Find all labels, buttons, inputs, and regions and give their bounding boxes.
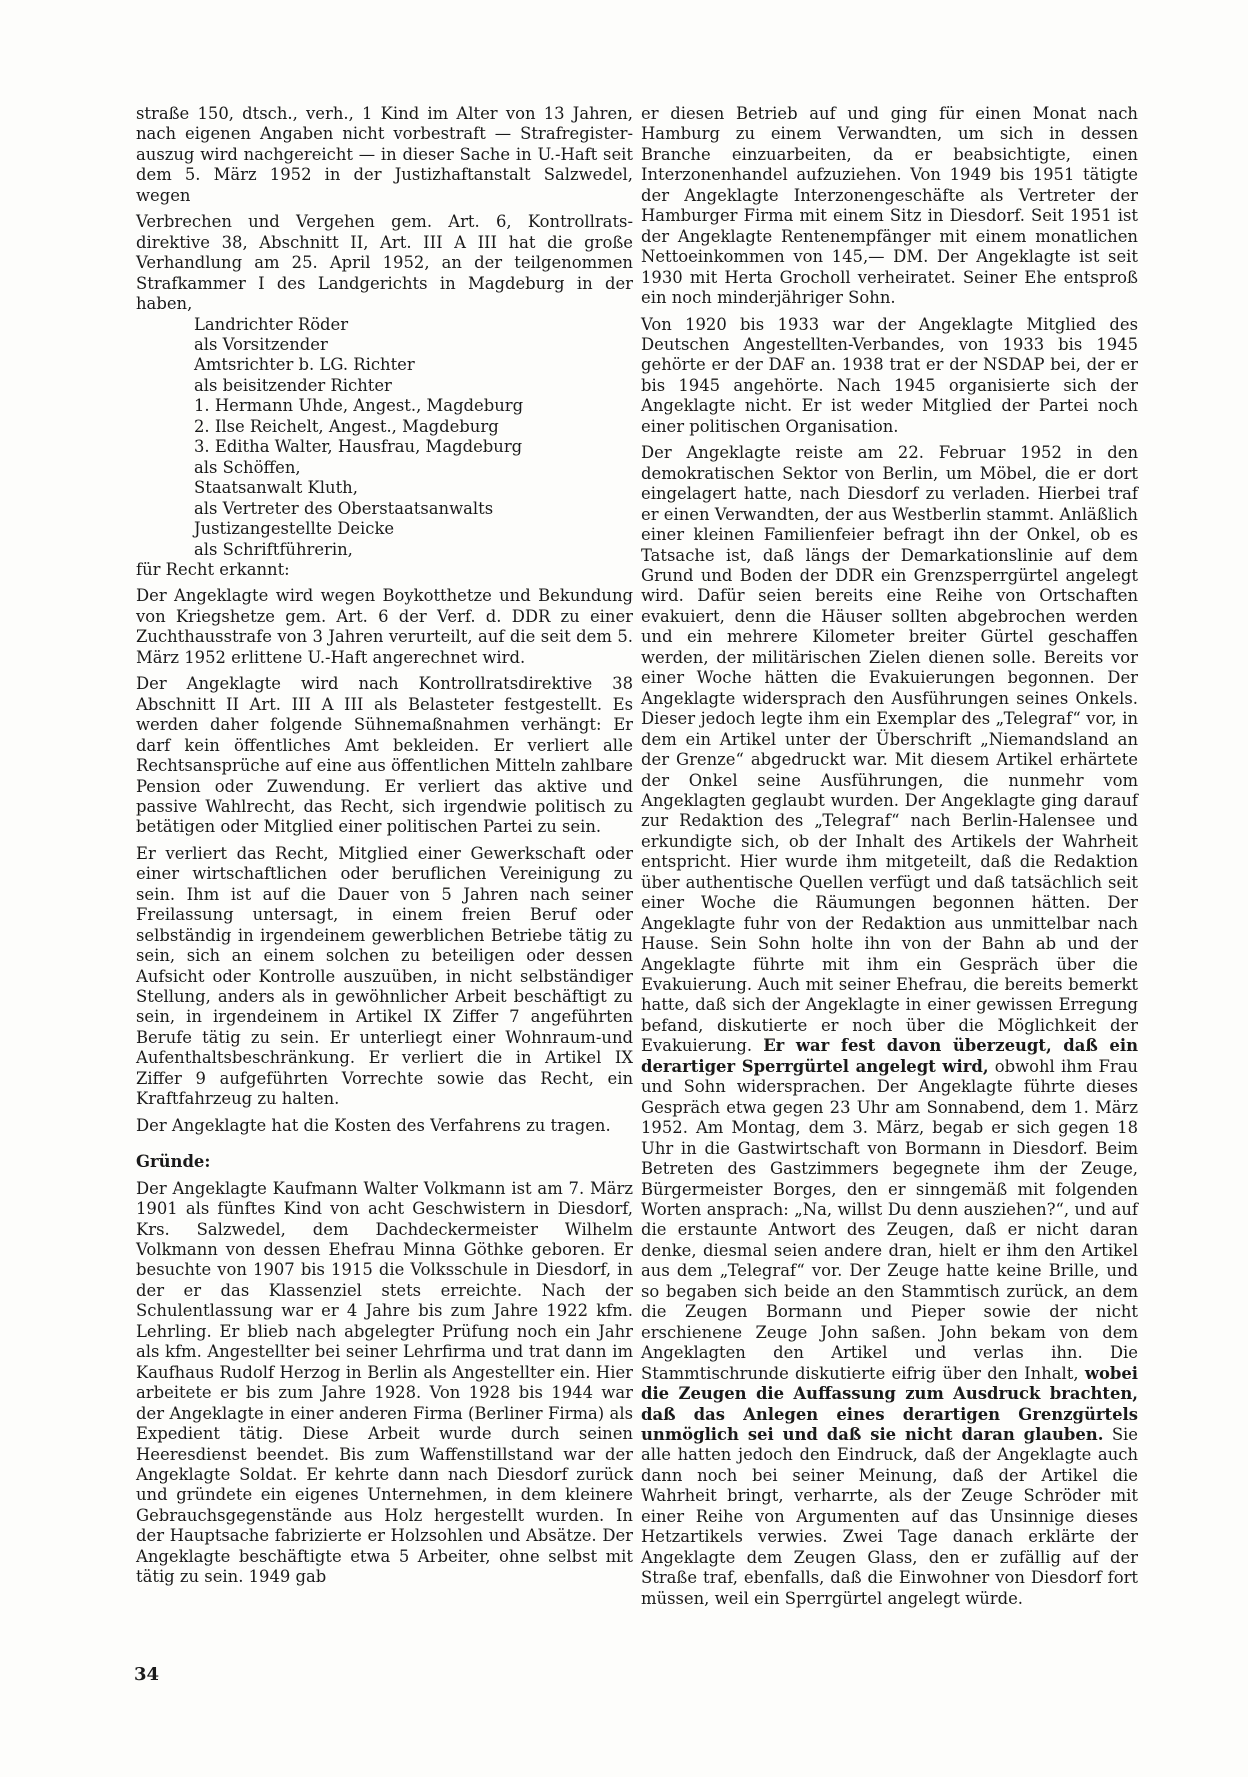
court-list-item: 2. Ilse Reichelt, Angest., Magdeburg [194, 416, 499, 436]
verdict-heading: für Recht erkannt: [136, 559, 290, 579]
paragraph-sanctions: Der Angeklagte wird nach Kontrollratsdirektive 38 Abschnitt II Art. III A III als Belasteter festgestellt. Es werden daher folgende Sühnemaßnahmen verhängt: Er darf kein öffentliches Amt bekleiden. Er verliert alle Rechtsansprüche auf eine aus öffentlichen Mitteln zahlbare Pension oder Zuwendung. Er verliert das aktive und passive Wahlrecht, das Recht, sich irgendwie politisch zu betätigen oder Mitglied einer politischen Partei zu sein. [136, 674, 633, 837]
paragraph-biography: Der Angeklagte Kaufmann Walter Volkmann ist am 7. März 1901 als fünftes Kind von acht Geschwistern in Diesdorf, Krs. Salzwedel, dem Dachdeckermeister Wilhelm Volkmann von dessen Ehefrau Minna Göthke geboren. Er besuchte von 1907 bis 1915 die Volksschule in Diesdorf, in der er das Klassenziel stets erreichte. Nach der Schulentlassung war er 4 Jahre bis zum Jahre 1922 kfm. Lehrling. Er blieb nach abgelegter Prüfung noch ein Jahr als kfm. Angestellter bei seiner Lehrfirma und trat dann im Kaufhaus Rudolf Herzog in Berlin als Angestellter ein. Hier arbeitete er bis zum Jahre 1928. Von 1928 bis 1944 war der Angeklagte in einer anderen Firma (Berliner Firma) als Expedient tätig. Diese Arbeit wurde durch seinen Heeresdienst beendet. Bis zum Waffenstillstand war der Angeklagte Soldat. Er kehrte dann nach Diesdorf zurück und gründete ein eigenes Unternehmen, in dem kleinere Gebrauchsgegenstände aus Holz hergestellt wurden. In der Hauptsache fabrizierte er Holzsohlen und Absätze. Der Angeklagte beschäftigte etwa 5 Arbeiter, ohne selbst mit tätig zu sein. 1949 gab [136, 1178, 633, 1587]
court-composition-list [194, 315, 633, 560]
court-list-item: als beisitzender Richter [194, 375, 392, 395]
facts-text-part: Der Angeklagte reiste am 22. Februar 1952 in den demokratischen Sektor von Berlin, um Möbel, die er dort eingelagert hatte, nach Diesdorf zu verladen. Hierbei traf er einen Verwandten, der aus Westberlin stammt. Anläßlich einer kleinen Familienfeier befragt ihn der Onkel, ob es Tatsache ist, daß längs der Demarkationslinie auf dem Grund und Boden der DDR ein Grenzsperrgürtel angelegt wird. Dafür seien bereits eine Reihe von Ortschaften evakuiert, denn die Häuser sollten abgebrochen werden und ein mehrere Kilometer breiter Gürtel geschaffen werden, der militärischen Zielen dienen solle. Bereits vor einer Woche hätten die Evakuierungen begonnen. Der Angeklagte widersprach den Ausführungen seines Onkels. Dieser jedoch legte ihm ein Exemplar des „Telegraf“ vor, in dem ein Artikel unter der Überschrift „Niemandsland an der Grenze“ abgedruckt war. Mit diesem Artikel erhärtete der Onkel seine Ausführungen, die nunmehr vom Angeklagten geglaubt wurden. Der Angeklagte ging darauf zur Redaktion des „Telegraf“ nach Berlin-Halensee und erkundigte sich, ob der Inhalt des Artikels der Wahrheit entspricht. Hier wurde ihm mitgeteilt, daß die Redaktion über authentische Quellen verfügt und daß tatsächlich seit einer Woche die Räumungen begonnen hätten. Der Angeklagte fuhr von der Redaktion aus unmittelbar nach Hause. Sein Sohn holte ihn von der Bahn ab und der Angeklagte führte mit ihm ein Gespräch über die Evakuierung. Auch mit seiner Ehefrau, die bereits bemerkt hatte, daß sich der Angeklagte in einer gewissen Erregung befand, diskutierte er noch über die Möglichkeit der Evakuierung. [641, 443, 1138, 1056]
paragraph-memberships: Von 1920 bis 1933 war der Angeklagte Mitglied des Deutschen Angestellten-Verbandes, von 1933 bis 1945 gehörte er der DAF an. 1938 trat er der NSDAP bei, der er bis 1945 angehörte. Nach 1945 organisierte sich der Angeklagte nicht. Er ist weder Mitglied der Partei noch einer politischen Organisation. [641, 314, 1138, 436]
court-list-item: Staatsanwalt Kluth, [194, 478, 358, 498]
court-list-item: als Vertreter des Oberstaatsanwalts [194, 498, 494, 518]
court-list-item: als Schöffen, [194, 457, 301, 477]
court-list-item: als Schriftführerin, [194, 539, 353, 559]
facts-text-part: obwohl ihm Frau und Sohn widersprachen. Der Angeklagte führte dieses Gespräch etwa gegen 23 Uhr am Sonnabend, dem 1. März 1952. Am Montag, dem 3. März, begab er sich gegen 18 Uhr in die Gastwirtschaft von Bormann in Diesdorf. Beim Betreten des Gastzimmers begegnete ihm der Zeuge, Bürgermeister Borges, den er sinngemäß mit folgenden Worten ansprach: „Na, willst Du denn ausziehen?“, und auf die erstaunte Antwort des Zeugen, daß er nicht daran denke, diesmal seien andere dran, hielt er ihm den Artikel aus dem „Telegraf“ vor. Der Zeuge hatte keine Brille, und so begaben sich beide an den Stammtisch zurück, an dem die Zeugen Bormann und Pieper sowie der nicht erschienene Zeuge John saßen. John bekam von dem Angeklagten den Artikel und verlas ihn. Die Stammtischrunde diskutierte eifrig über den Inhalt, [641, 1056, 1138, 1383]
court-list-item: als Vorsitzender [194, 334, 328, 354]
paragraph-charges: Verbrechen und Vergehen gem. Art. 6, Kontrollrats-direktive 38, Abschnitt II, Art. III A III hat die große Verhandlung am 25. April 1952, an der teilgenommen Strafkammer I des Landgerichts in Magdeburg in der haben, [136, 212, 633, 314]
left-column [136, 104, 633, 1588]
paragraph-facts [641, 443, 1138, 1609]
paragraph-business: er diesen Betrieb auf und ging für einen Monat nach Hamburg zu einem Verwandten, um sich in dessen Branche einzuarbeiten, da er beabsichtigte, einen Interzonenhandel aufzuziehen. Von 1949 bis 1951 tätigte der Angeklagte Interzonengeschäfte als Vertreter der Hamburger Firma mit einem Sitz in Diesdorf. Seit 1951 ist der Angeklagte Rentenempfänger mit einem monatlichen Nettoeinkommen von 145,— DM. Der Angeklagte ist seit 1930 mit Herta Grocholl verheiratet. Seiner Ehe entsproß ein noch minderjähriger Sohn. [641, 104, 1138, 308]
page-number: 34 [134, 1664, 160, 1685]
grounds-heading: Gründe: [136, 1152, 211, 1172]
paragraph-restrictions: Er verliert das Recht, Mitglied einer Gewerkschaft oder einer wirtschaftlichen oder beruflichen Vereinigung zu sein. Ihm ist auf die Dauer von 5 Jahren nach seiner Freilassung untersagt, in einem freien Beruf oder selbständig in irgendeinem gewerblichen Betriebe tätig zu sein, sich an einem solchen zu beteiligen oder dessen Aufsicht oder Kontrolle auszuüben, in nicht selbständiger Stellung, anders als in gewöhnlicher Arbeit beschäftigt zu sein, in irgendeinem in Artikel IX Ziffer 7 angeführten Berufe tätig zu sein. Er unterliegt einer Wohnraum-und Aufenthaltsbeschränkung. Er verliert die in Artikel IX Ziffer 9 aufgeführten Vorrechte sowie das Recht, ein Kraftfahrzeug zu halten. [136, 843, 633, 1109]
court-list-item: 1. Hermann Uhde, Angest., Magdeburg [194, 396, 524, 416]
paragraph-defendant-details: straße 150, dtsch., verh., 1 Kind im Alter von 13 Jahren, nach eigenen Angaben nicht vorbestraft — Strafregister-auszug wird nachgereicht — in dieser Sache in U.-Haft seit dem 5. März 1952 in der Justizhaftanstalt Salzwedel, wegen [136, 104, 633, 205]
paragraph-sentence: Der Angeklagte wird wegen Boykotthetze und Bekundung von Kriegshetze gem. Art. 6 der Verf. d. DDR zu einer Zuchthausstrafe von 3 Jahren verurteilt, auf die seit dem 5. März 1952 erlittene U.-Haft angerechnet wird. [136, 586, 633, 667]
court-list-item: Landrichter Röder [194, 314, 349, 334]
facts-text-part: Sie alle hatten jedoch den Eindruck, daß der Angeklagte auch dann noch bei seiner Meinung, daß der Artikel die Wahrheit bringt, verharrte, als der Zeuge Schröder mit einer Reihe von Argumenten auf das Unsinnige dieses Hetzartikels verwies. Zwei Tage danach erklärte der Angeklagte dem Zeugen Glass, den er zufällig auf der Straße traf, ebenfalls, daß die Einwohner von Diesdorf fort müssen, weil ein Sperrgürtel angelegt würde. [641, 1425, 1138, 1608]
court-list-item: Amtsrichter b. LG. Richter [194, 355, 415, 375]
right-column [641, 104, 1138, 1609]
court-list-item: Justizangestellte Deicke [194, 519, 395, 539]
court-list-item: 3. Editha Walter, Hausfrau, Magdeburg [194, 437, 523, 457]
facts-bold-conviction: Er war fest davon überzeugt, daß ein derartiger Sperrgürtel angelegt wird, [641, 1036, 1138, 1076]
facts-bold-witnesses: wobei die Zeugen die Auffassung zum Ausdruck brachten, daß das Anlegen eines derartigen Grenzgürtels unmöglich sei und daß sie nicht daran glauben. [641, 1363, 1138, 1444]
paragraph-costs: Der Angeklagte hat die Kosten des Verfahrens zu tragen. [136, 1115, 611, 1135]
